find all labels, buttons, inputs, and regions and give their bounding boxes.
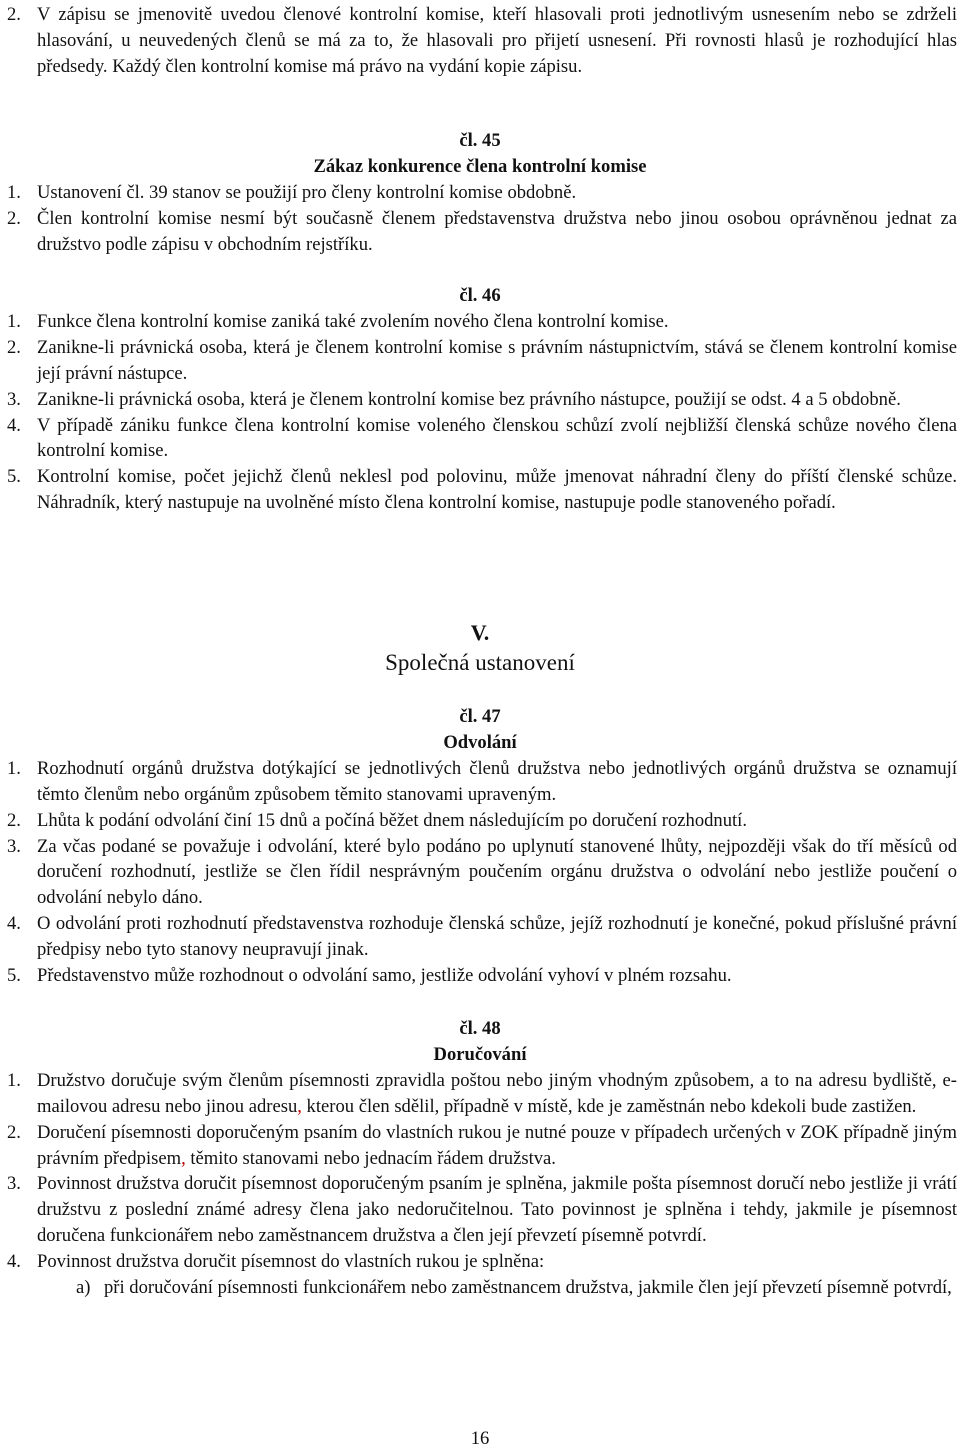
art46-section: [0, 283, 960, 516]
article-heading: čl. 45: [459, 130, 501, 151]
list-item: [0, 911, 960, 963]
item-text: Rozhodnutí orgánů družstva dotýkající se jednotlivých členů družstva nebo jednotlivých orgánů družstva se oznamují těmto členům nebo orgánům způsobem těmito stanovami upraveným.: [37, 757, 957, 805]
item-number: 2.: [7, 1121, 21, 1143]
item-text-part: těmito stanovami nebo jednacím řádem družstva.: [185, 1147, 556, 1169]
article-heading: čl. 48: [459, 1018, 501, 1039]
list-item: [0, 206, 960, 258]
page-number: 16: [470, 1428, 490, 1449]
item-text: Za včas podané se považuje i odvolání, které bylo podáno po uplynutí stanovené lhůty, nejpozději však do tří měsíců od doručení rozhodnutí, jestliže se člen řídil nesprávným poučením orgánu družstva o odvolání nebo jestliže poučení o odvolání nebylo dáno.: [37, 835, 957, 909]
item-number: 1.: [7, 757, 21, 779]
item-number: 1.: [7, 1069, 21, 1091]
item-text: [37, 1068, 960, 1120]
art44-section: [0, 2, 960, 80]
item-number: 3.: [7, 388, 21, 410]
list-item: [0, 309, 960, 335]
list-item: [0, 1068, 960, 1120]
sub-item-text: při doručování písemnosti funkcionářem nebo zaměstnancem družstva, jakmile člen její převzetí písemně potvrdí,: [104, 1277, 952, 1299]
item-text: Kontrolní komise, počet jejichž členů neklesl pod polovinu, může jmenovat náhradní členy do příští členské schůze. Náhradník, který nastupuje na uvolněné místo člena kontrolní komise, nastupuje podle stanoveného pořadí.: [37, 466, 957, 514]
list-item: [0, 808, 960, 834]
art45-section: [0, 128, 960, 258]
art48-section: [0, 1016, 960, 1301]
item-text: Lhůta k podání odvolání činí 15 dnů a počíná běžet dnem následujícím po doručení rozhodnutí.: [37, 809, 747, 831]
list-item: [0, 963, 960, 989]
article-title: Odvolání: [443, 731, 517, 753]
list-item: [0, 180, 960, 206]
item-text: Povinnost družstva doručit písemnost do vlastních rukou je splněna:: [37, 1251, 545, 1273]
list-item: [0, 413, 960, 465]
item-text: [37, 1120, 960, 1172]
item-number: 2.: [7, 4, 21, 25]
item-text: V případě zániku funkce člena kontrolní komise voleného členskou schůzí zvolí nejbližší členská schůze nového člena kontrolní komise.: [37, 414, 957, 462]
sub-list-item: [0, 1275, 960, 1301]
item-text-part: Družstvo doručuje svým členům písemnosti zpravidla poštou nebo jiným vhodným způsobem, a to na adresu bydliště, e-mailovou adresu nebo jinou adresu: [37, 1069, 957, 1117]
item-number: 4.: [7, 913, 21, 935]
item-text: Funkce člena kontrolní komise zaniká také zvolením nového člena kontrolní komise.: [37, 310, 669, 332]
item-number: 2.: [7, 809, 21, 831]
item-number: 2.: [7, 207, 21, 229]
item-number: 4.: [7, 414, 21, 436]
article-title: Doručování: [433, 1043, 527, 1065]
item-number: 4.: [7, 1251, 21, 1273]
list-item: [0, 464, 960, 516]
item-number: 1.: [7, 310, 21, 332]
list-item: [0, 756, 960, 808]
part-title: Společná ustanovení: [385, 649, 575, 675]
item-text: V zápisu se jmenovitě uvedou členové kontrolní komise, kteří hlasovali proti jednotlivým usnesením nebo se zdrželi hlasování, u neuvedených členů se má za to, že hlasovali pro přijetí usnesení. Při rovnosti hlasů je rozhodující hlas předsedy. Každý člen kontrolní komise má právo na vydání kopie zápisu.: [37, 4, 957, 77]
red-comma: ,: [181, 1147, 186, 1169]
list-item: [0, 1171, 960, 1249]
item-number: 2.: [7, 336, 21, 358]
item-number: 5.: [7, 466, 21, 488]
item-text: Zanikne-li právnická osoba, která je členem kontrolní komise bez právního nástupce, použijí se odst. 4 a 5 obdobně.: [37, 388, 901, 410]
list-item: [0, 2, 960, 80]
article-heading: čl. 46: [459, 285, 501, 306]
item-text-part: kterou člen sdělil, případně v místě, kde je zaměstnán nebo kdekoli bude zastižen.: [301, 1095, 917, 1117]
item-number: 3.: [7, 1173, 21, 1195]
item-text: Ustanovení čl. 39 stanov se použijí pro členy kontrolní komise obdobně.: [37, 181, 577, 203]
article-title: Zákaz konkurence člena kontrolní komise: [313, 155, 647, 177]
sub-item-letter: a): [76, 1277, 91, 1299]
item-number: 1.: [7, 181, 21, 203]
item-text-part: Doručení písemnosti doporučeným psaním do vlastních rukou je nutné pouze v případech určených v ZOK případně jiným právním předpisem: [37, 1121, 957, 1169]
item-number: 3.: [7, 835, 21, 857]
list-item: [0, 1249, 960, 1275]
list-item: [0, 1120, 960, 1172]
part5-section: [0, 620, 960, 676]
article-heading: čl. 47: [459, 706, 501, 727]
item-text: Zanikne-li právnická osoba, která je členem kontrolní komise s právním nástupnictvím, stává se členem kontrolní komise její právní nástupce.: [37, 336, 957, 384]
list-item: [0, 335, 960, 387]
item-text: Povinnost družstva doručit písemnost doporučeným psaním je splněna, jakmile pošta písemnost doručí nebo jestliže ji vrátí družstvu z poslední známé adresy člena jako nedoručitelnou. Tato povinnost je splněna i tehdy, jakmile je písemnost doručena funkcionářem nebo zaměstnancem družstva a člen její převzetí písemně potvrdí.: [37, 1173, 957, 1247]
item-number: 5.: [7, 965, 21, 987]
list-item: [0, 834, 960, 912]
list-item: [0, 387, 960, 413]
item-text: O odvolání proti rozhodnutí představenstva rozhoduje členská schůze, jejíž rozhodnutí je konečné, pokud příslušné právní předpisy nebo tyto stanovy neupravují jinak.: [37, 913, 957, 961]
item-text: Představenstvo může rozhodnout o odvolání samo, jestliže odvolání vyhoví v plném rozsahu.: [37, 965, 732, 987]
part-numeral: V.: [470, 620, 490, 645]
red-comma: ,: [297, 1095, 302, 1117]
item-text: Člen kontrolní komise nesmí být současně členem představenstva družstva nebo jinou osobou oprávněnou jednat za družstvo podle zápisu v obchodním rejstříku.: [37, 207, 957, 255]
art47-section: [0, 704, 960, 989]
